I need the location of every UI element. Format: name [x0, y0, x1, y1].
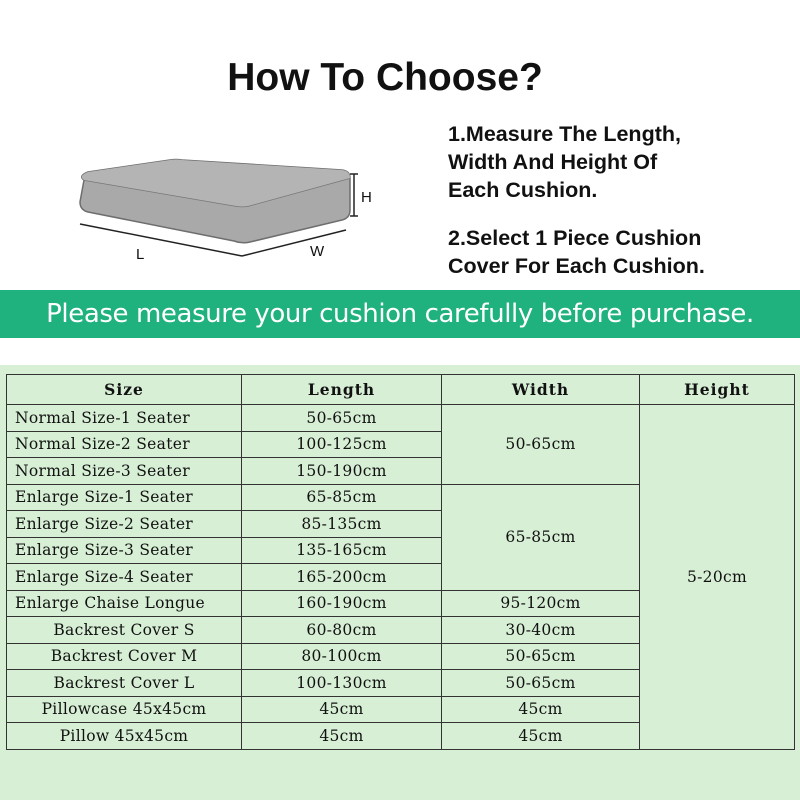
- cushion-diagram: [70, 150, 390, 265]
- header-length: Length: [242, 375, 442, 405]
- size-cell: Normal Size-2 Seater: [7, 431, 242, 458]
- label-length: L: [136, 246, 145, 263]
- length-cell: 45cm: [242, 723, 442, 750]
- warning-banner: Please measure your cushion carefully before purchase.: [0, 290, 800, 338]
- length-cell: 45cm: [242, 696, 442, 723]
- length-cell: 160-190cm: [242, 590, 442, 617]
- length-cell: 100-130cm: [242, 670, 442, 697]
- step-2: 2.Select 1 Piece Cushion Cover For Each Cushion.: [448, 226, 705, 278]
- width-cell: 95-120cm: [442, 590, 640, 617]
- length-cell: 100-125cm: [242, 431, 442, 458]
- length-cell: 165-200cm: [242, 564, 442, 591]
- width-cell: 45cm: [442, 723, 640, 750]
- table-header-row: [7, 375, 795, 405]
- width-cell: 50-65cm: [442, 670, 640, 697]
- length-cell: 80-100cm: [242, 643, 442, 670]
- step-1: 1.Measure The Length, Width And Height Of Each Cushion.: [448, 122, 681, 202]
- length-cell: 60-80cm: [242, 617, 442, 644]
- size-cell: Enlarge Size-1 Seater: [7, 484, 242, 511]
- size-cell: Backrest Cover L: [7, 670, 242, 697]
- size-cell: Pillow 45x45cm: [7, 723, 242, 750]
- length-cell: 135-165cm: [242, 537, 442, 564]
- label-width: W: [310, 243, 325, 260]
- size-cell: Backrest Cover M: [7, 643, 242, 670]
- size-cell: Enlarge Size-3 Seater: [7, 537, 242, 564]
- width-cell: 30-40cm: [442, 617, 640, 644]
- page-title: How To Choose?: [227, 56, 543, 99]
- size-chart-table: [6, 374, 795, 750]
- length-cell: 85-135cm: [242, 511, 442, 538]
- length-cell: 150-190cm: [242, 458, 442, 485]
- width-cell: 45cm: [442, 696, 640, 723]
- height-cell: 5-20cm: [640, 405, 795, 750]
- width-cell: 50-65cm: [442, 405, 640, 485]
- instructions: [448, 120, 705, 280]
- size-cell: Backrest Cover S: [7, 617, 242, 644]
- size-cell: Normal Size-3 Seater: [7, 458, 242, 485]
- header-width: Width: [442, 375, 640, 405]
- width-cell: 65-85cm: [442, 484, 640, 590]
- label-height: H: [361, 189, 372, 206]
- width-cell: 50-65cm: [442, 643, 640, 670]
- size-cell: Enlarge Size-4 Seater: [7, 564, 242, 591]
- size-chart-panel: [0, 365, 800, 800]
- header-size: Size: [7, 375, 242, 405]
- size-cell: Enlarge Chaise Longue: [7, 590, 242, 617]
- size-cell: Pillowcase 45x45cm: [7, 696, 242, 723]
- length-cell: 50-65cm: [242, 405, 442, 432]
- table-row: [7, 405, 795, 432]
- size-cell: Normal Size-1 Seater: [7, 405, 242, 432]
- length-cell: 65-85cm: [242, 484, 442, 511]
- size-cell: Enlarge Size-2 Seater: [7, 511, 242, 538]
- header-height: Height: [640, 375, 795, 405]
